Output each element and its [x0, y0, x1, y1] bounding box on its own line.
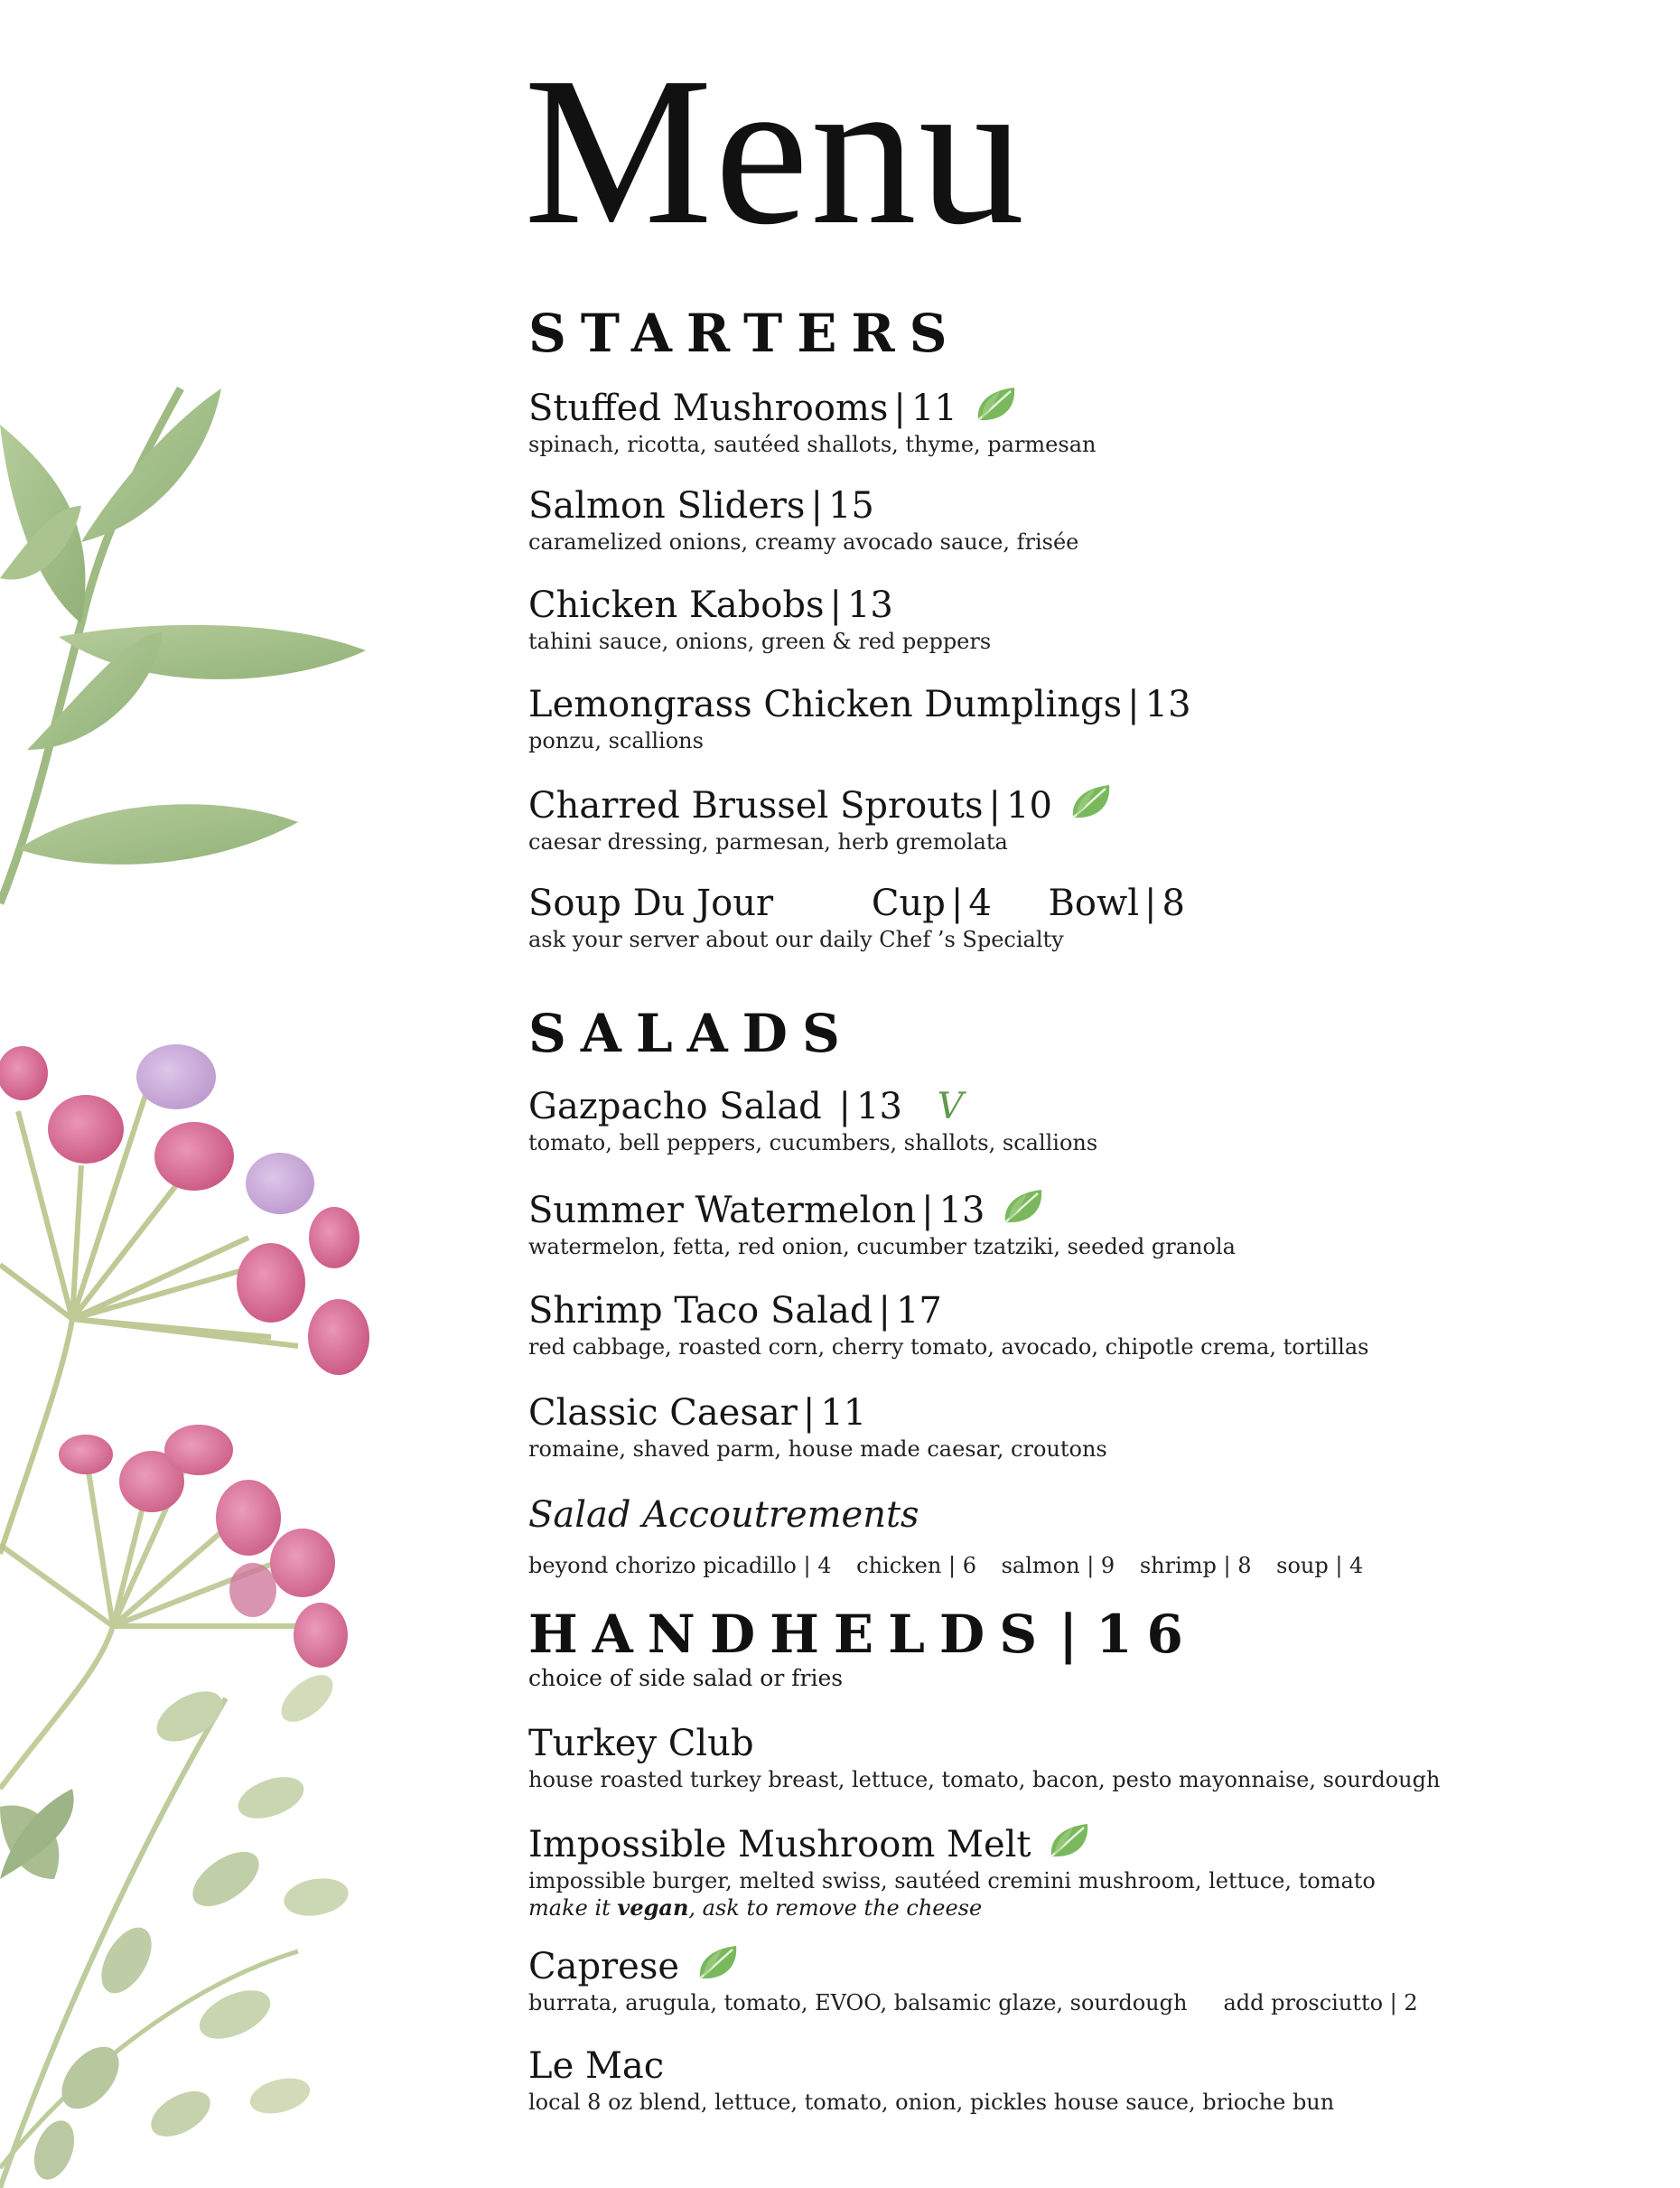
menu-item — [528, 2043, 1612, 2116]
item-title: Gazpacho Salad | 13 V — [528, 1086, 964, 1127]
menu-item — [528, 483, 1612, 556]
item-price: 10 — [1006, 785, 1052, 827]
menu-item-soup — [528, 881, 1612, 953]
item-name: Le Mac — [528, 2045, 665, 2087]
menu-title: Menu — [524, 33, 1027, 268]
item-addon: add prosciutto | 2 — [1223, 1990, 1418, 2015]
item-price: 15 — [827, 485, 874, 527]
menu-item — [528, 1390, 1612, 1463]
item-name: Stuffed Mushrooms — [528, 388, 889, 429]
item-title: Charred Brussel Sprouts | 10 — [528, 781, 1612, 828]
item-name: Chicken Kabobs — [528, 584, 825, 626]
botanical-illustration — [0, 0, 388, 2188]
item-description: tomato, bell peppers, cucumbers, shallots, scallions — [528, 1130, 1098, 1155]
menu-item — [528, 583, 1612, 655]
item-name: Lemongrass Chicken Dumplings — [528, 684, 1123, 725]
accoutrement-item: chicken | 6 — [856, 1553, 976, 1578]
item-description: ask your server about our daily Chef ’s Specialty — [528, 927, 1064, 952]
item-price: 11 — [910, 388, 957, 429]
item-name: Charred Brussel Sprouts — [528, 785, 984, 827]
leaf-icon — [1046, 1820, 1093, 1862]
item-price: 13 — [856, 1086, 902, 1127]
leaf-icon — [1068, 781, 1115, 823]
item-name: Impossible Mushroom Melt — [528, 1824, 1031, 1865]
item-name: Soup Du Jour — [528, 883, 774, 924]
item-name: Classic Caesar — [528, 1392, 798, 1434]
item-price: 11 — [820, 1392, 867, 1434]
item-title: Classic Caesar | 11 — [528, 1392, 867, 1434]
vegan-note: make it vegan, ask to remove the cheese — [528, 1894, 983, 1921]
item-title — [528, 1820, 1612, 1867]
item-title — [528, 881, 1612, 926]
item-description: house roasted turkey breast, lettuce, tomato, bacon, pesto mayonnaise, sourdough — [528, 1767, 1441, 1792]
item-description: watermelon, fetta, red onion, cucumber tzatziki, seeded granola — [528, 1234, 1236, 1259]
handhelds-subtitle: choice of side salad or fries — [528, 1665, 844, 1691]
section-heading-starters: STARTERS — [528, 303, 962, 364]
soup-cup-price: Cup | 4 — [871, 883, 992, 924]
leaf-icon — [1000, 1186, 1047, 1228]
accoutrement-item: soup | 4 — [1276, 1553, 1364, 1578]
accoutrement-item: shrimp | 8 — [1139, 1553, 1252, 1578]
menu-item — [528, 1721, 1612, 1793]
accoutrement-item: salmon | 9 — [1001, 1553, 1115, 1578]
item-description: local 8 oz blend, lettuce, tomato, onion, pickles house sauce, brioche bun — [528, 2090, 1335, 2115]
item-name: Turkey Club — [528, 1723, 754, 1764]
item-title: Shrimp Taco Salad | 17 — [528, 1290, 942, 1332]
item-title — [528, 1721, 1612, 1766]
salad-accoutrements — [528, 1492, 1612, 1579]
item-name: Shrimp Taco Salad — [528, 1290, 873, 1332]
item-name: Summer Watermelon — [528, 1190, 917, 1231]
accoutrement-item: beyond chorizo picadillo | 4 — [528, 1553, 832, 1578]
handhelds-price: 16 — [1096, 1604, 1198, 1665]
item-description: spinach, ricotta, sautéed shallots, thyme, parmesan — [528, 432, 1097, 457]
item-title: Lemongrass Chicken Dumplings | 13 — [528, 684, 1191, 725]
item-price: 17 — [895, 1290, 942, 1332]
item-name: Gazpacho Salad — [528, 1086, 822, 1127]
menu-item — [528, 384, 1612, 458]
item-description: red cabbage, roasted corn, cherry tomato, avocado, chipotle crema, tortillas — [528, 1334, 1369, 1360]
menu-item — [528, 1942, 1612, 2016]
item-description: romaine, shaved parm, house made caesar, croutons — [528, 1436, 1107, 1462]
item-price: 13 — [1144, 684, 1191, 725]
leaf-icon — [973, 384, 1020, 425]
item-description: burrata, arugula, tomato, EVOO, balsamic glaze, sourdough add prosciutto | 2 — [528, 1990, 1418, 2015]
section-heading-salads: SALADS — [528, 1003, 854, 1064]
leaf-icon — [695, 1942, 742, 1984]
item-name: Salmon Sliders — [528, 485, 806, 527]
vegan-mark: V — [937, 1086, 964, 1127]
leaf-branch-top — [0, 388, 366, 903]
leaf-branch-bottom — [0, 1666, 351, 2188]
accoutrements-title: Salad Accoutrements — [528, 1494, 919, 1536]
item-description: caramelized onions, creamy avocado sauce, frisée — [528, 529, 1079, 555]
item-title: Chicken Kabobs | 13 — [528, 584, 893, 626]
soup-bowl-price: Bowl | 8 — [1048, 883, 1185, 924]
menu-item — [528, 682, 1612, 754]
item-description: caesar dressing, parmesan, herb gremolata — [528, 829, 1008, 855]
section-heading-handhelds: HANDHELDS | 16 — [528, 1604, 1198, 1665]
item-description: ponzu, scallions — [528, 728, 704, 753]
menu-item — [528, 1084, 1612, 1156]
item-title — [528, 1942, 1612, 1989]
menu-item — [528, 1288, 1612, 1360]
item-description: tahini sauce, onions, green & red peppers — [528, 629, 992, 654]
item-description: impossible burger, melted swiss, sautéed cremini mushroom, lettuce, tomato — [528, 1868, 1376, 1893]
item-title: Summer Watermelon | 13 — [528, 1186, 1612, 1233]
accoutrements-list — [528, 1552, 1612, 1579]
menu-item — [528, 1820, 1612, 1922]
item-title: Stuffed Mushrooms | 11 — [528, 384, 1612, 431]
item-price: 13 — [846, 584, 893, 626]
item-name: Caprese — [528, 1946, 680, 1987]
item-title — [528, 2043, 1612, 2089]
flower-cluster-top — [0, 1044, 369, 1554]
item-title: Salmon Sliders | 15 — [528, 485, 874, 527]
item-price: 13 — [938, 1190, 985, 1231]
menu-item — [528, 781, 1612, 856]
menu-item — [528, 1186, 1612, 1260]
